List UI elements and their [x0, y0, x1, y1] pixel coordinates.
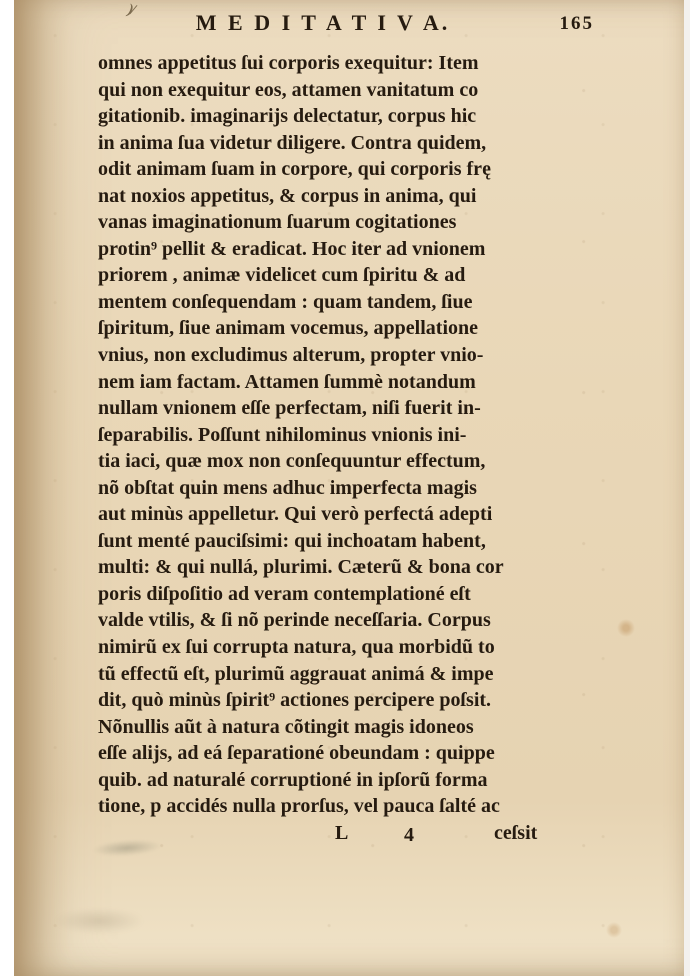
text-line: protin⁹ pellit & eradicat. Hoc iter ad vnionem	[98, 237, 486, 260]
text-line: tũ effectũ eſt, plurimũ aggrauat animá & impe	[98, 662, 494, 685]
text-line: aut minùs appelletur. Qui verò perfectá adepti	[98, 503, 493, 526]
text-line: poris diſpoſitio ad veram contemplationé eſt	[98, 582, 471, 605]
running-title: M E D I T A T I V A.	[195, 10, 451, 35]
page-header	[98, 10, 594, 40]
text-line: eſſe alijs, ad eá ſeparationé obeundam : quippe	[98, 742, 495, 765]
text-line: nem iam factam. Attamen ſummè notandum	[98, 370, 476, 393]
signature-mark: L	[335, 822, 349, 844]
page-footer	[98, 822, 545, 850]
body-text	[98, 50, 545, 820]
text-line: nõ obſtat quin mens adhuc imperfecta magis	[98, 476, 477, 499]
scan-right-margin	[684, 0, 690, 976]
signature-number: 4	[404, 824, 414, 846]
paper-stain	[54, 908, 144, 934]
text-line: dit, quò minùs ſpirit⁹ actiones percipere poſsit.	[98, 689, 492, 712]
text-line: mentem conſequendam : quam tandem, ſiue	[98, 290, 473, 313]
text-line: ſunt menté pauciſsimi: qui inchoatam habent,	[98, 529, 486, 552]
catchword: ceſsit	[494, 822, 538, 844]
pen-mark: )/	[126, 1, 135, 19]
text-line: multi: & qui nullá, plurimi. Cæterũ & bona cor	[98, 556, 504, 579]
text-line: nat noxios appetitus, & corpus in anima, qui	[98, 184, 477, 207]
text-line: gitationib. imaginarijs delectatur, corpus hic	[98, 105, 477, 128]
text-line: in anima ſua videtur diligere. Contra quidem,	[98, 131, 487, 154]
ink-smudge	[92, 838, 163, 859]
text-line: qui non exequitur eos, attamen vanitatum co	[98, 78, 479, 101]
text-line: nimirũ ex ſui corrupta natura, qua morbidũ to	[98, 636, 495, 659]
text-line: tione, p accidés nulla prorſus, vel pauca ſalté ac	[98, 795, 500, 818]
text-line: vanas imaginationum ſuarum cogitationes	[98, 211, 457, 234]
text-line: Nõnullis aũt à natura cõtingit magis idoneos	[98, 715, 474, 738]
page-gutter-shadow	[14, 0, 72, 976]
text-line: ſpiritum, ſiue animam vocemus, appellatione	[98, 317, 478, 340]
text-line: priorem , animæ videlicet cum ſpiritu & ad	[98, 264, 466, 287]
text-line: valde vtilis, & ſi nõ perinde neceſſaria. Corpus	[98, 609, 491, 632]
text-line: ſeparabilis. Poſſunt nihilominus vnionis ini-	[98, 423, 467, 446]
scan-left-margin	[0, 0, 14, 976]
text-line: nullam vnionem eſſe perfectam, niſi fuerit in-	[98, 397, 481, 420]
book-page	[14, 0, 684, 976]
text-line: omnes appetitus ſui corporis exequitur: Item	[98, 52, 479, 74]
page-number: 165	[559, 13, 594, 34]
text-line: tia iaci, quæ mox non conſequuntur effectum,	[98, 450, 486, 473]
text-line: odit animam ſuam in corpore, qui corporis frę	[98, 158, 491, 181]
text-line: vnius, non excludimus alterum, propter vnio-	[98, 344, 484, 367]
text-line: quib. ad naturalé corruptioné in ipſorũ forma	[98, 768, 488, 791]
